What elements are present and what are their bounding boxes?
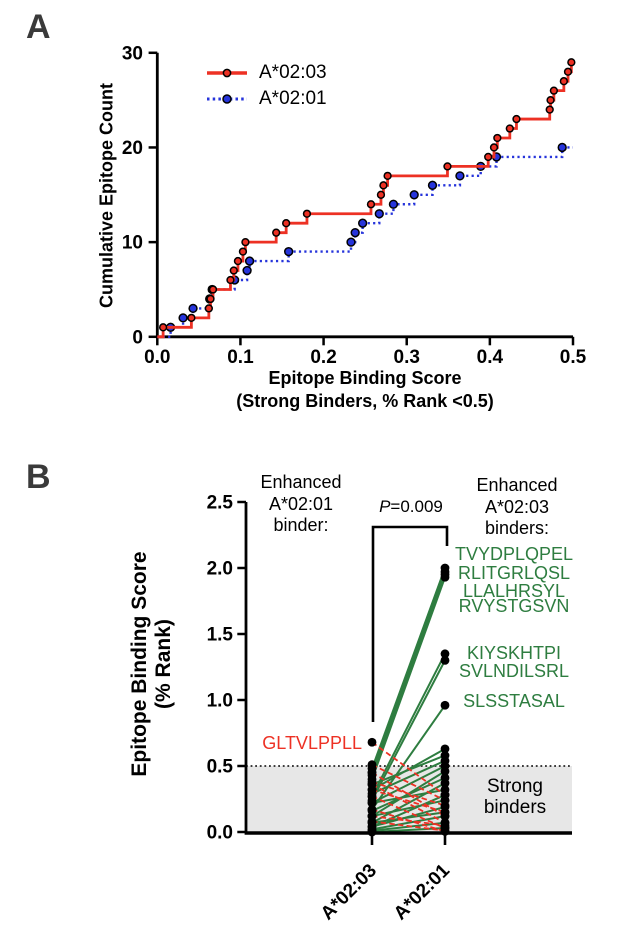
legend-label-a0201: A*02:01 (259, 88, 327, 109)
legend-swatch-blue-dotted (204, 91, 250, 107)
svg-text:0: 0 (132, 327, 143, 349)
annotation-enhanced-a0203 (447, 475, 587, 540)
annotation-enhanced-a0203-line2: A*02:03 (484, 496, 550, 517)
svg-text:0.3: 0.3 (393, 347, 420, 368)
svg-text:30: 30 (121, 43, 143, 65)
annotation-enhanced-a0203-line1: Enhanced (476, 475, 558, 495)
panel-a-x-axis-title-line2: (Strong Binders, % Rank <0.5) (236, 391, 494, 411)
x-group-label-a0203: A*02:03 (316, 860, 382, 925)
panel-b-y-axis-title (128, 464, 176, 864)
svg-text:0.5: 0.5 (206, 756, 233, 778)
svg-text:0.4: 0.4 (476, 347, 504, 368)
p-value-number: =0.009 (390, 497, 443, 516)
legend-item-a0203 (204, 62, 327, 84)
epitope-label-slsstasal: SLSSTASAL (463, 691, 565, 711)
svg-text:20: 20 (121, 137, 143, 159)
epitope-label-tvydplqpel: TVYDPLQPEL (454, 544, 574, 564)
panel-a-y-axis-title: Cumulative Epitope Count (96, 83, 117, 308)
annotation-enhanced-a0201 (231, 472, 371, 537)
epitope-label-kiyskhtpi: KIYSKHTPI (466, 643, 562, 663)
x-group-label-a0201: A*02:01 (389, 860, 455, 925)
legend-swatch-red-line (204, 65, 250, 81)
annotation-enhanced-a0201-line3: binder: (273, 515, 329, 535)
panel-a-x-axis-title-line1: Epitope Binding Score (268, 368, 462, 388)
svg-text:10: 10 (121, 232, 143, 254)
panel-a-label: A (26, 8, 51, 46)
epitope-label-gltvlppll: GLTVLPPLL (262, 733, 362, 753)
svg-text:2.5: 2.5 (206, 492, 233, 514)
svg-text:0.2: 0.2 (310, 347, 337, 368)
svg-text:0.5: 0.5 (559, 347, 587, 368)
epitope-label-rvystgsvn: RVYSTGSVN (458, 596, 570, 616)
epitope-label-svlndilsrl: SVLNDILSRL (458, 661, 570, 681)
panel-b-y-axis-title-line1: Epitope Binding Score (128, 551, 151, 777)
svg-text:0.0: 0.0 (144, 347, 171, 368)
annotation-enhanced-a0201-line1: Enhanced (260, 472, 342, 492)
legend-item-a0201 (204, 88, 327, 110)
svg-text:1.0: 1.0 (206, 690, 233, 712)
strong-binders-label: Strong binders (483, 776, 547, 818)
annotation-enhanced-a0203-line3: binders: (484, 518, 550, 538)
legend-label-a0203: A*02:03 (259, 62, 327, 83)
p-value-symbol: P (379, 497, 391, 516)
svg-text:0.0: 0.0 (206, 822, 233, 844)
epitope-label-llalhrsyl: LLALHRSYL (462, 581, 566, 601)
panel-b-y-axis-title-line2: (% Rank) (152, 619, 175, 709)
annotation-enhanced-a0201-line2: A*02:01 (268, 493, 334, 514)
svg-text:1.5: 1.5 (206, 624, 233, 646)
svg-text:2.0: 2.0 (206, 558, 233, 580)
epitope-label-rlitgrlqsl: RLITGRLQSL (457, 563, 571, 583)
svg-text:0.1: 0.1 (227, 347, 254, 368)
panel-b-label: B (26, 458, 51, 496)
